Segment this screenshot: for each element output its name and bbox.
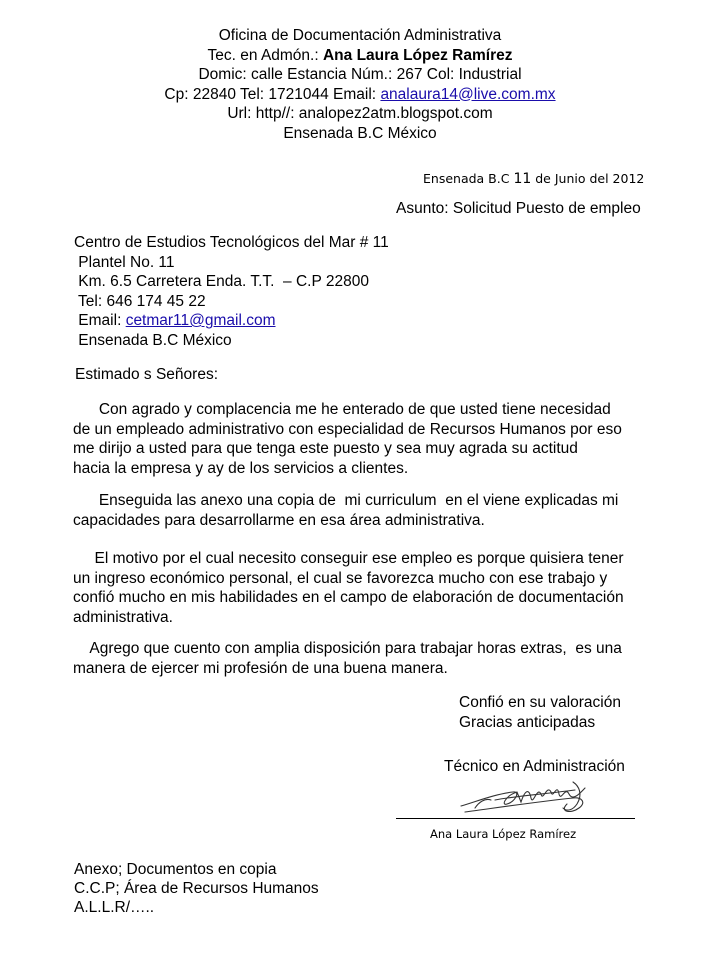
letterhead-city: Ensenada B.C México <box>283 124 437 142</box>
closing-line-1: Confió en su valoración <box>459 694 621 711</box>
letterhead-contact: Cp: 22840 Tel: 1721044 Email: analaura14@live.com.mx <box>164 85 556 103</box>
letter-date: Ensenada B.C 11 de Junio del 2012 <box>423 171 645 187</box>
signer-name: Ana Laura López Ramírez <box>430 827 577 841</box>
letterhead-email-link[interactable]: analaura14@live.com.mx <box>380 85 556 103</box>
closing-line-2: Gracias anticipadas <box>459 713 596 731</box>
letterhead-name: Ana Laura López Ramírez <box>322 46 513 64</box>
letterhead-technician: Tec. en Admón.: Ana Laura López Ramírez <box>207 46 513 64</box>
subject-line: Asunto: Solicitud Puesto de empleo <box>396 200 641 217</box>
greeting: Estimado s Señores: <box>75 366 219 383</box>
signature-line <box>396 818 635 819</box>
body-paragraph-3: El motivo por el cual necesito conseguir ese empleo es porque quisiera tener un ingreso económico personal, el cual se favorezca mucho con ese trabajo y confió mucho en mis habilidades en el campo de elaboración de documentación administrativa. <box>73 550 624 626</box>
recipient-email-link[interactable]: cetmar11@gmail.com <box>125 312 276 329</box>
body-paragraph-2: Enseguida las anexo una copia de mi curriculum en el viene explicadas mi capacidades para desarrollarme en esa área administrativa. <box>73 492 619 529</box>
recipient-city: Ensenada B.C México <box>74 331 232 349</box>
footer-annex: Anexo; Documentos en copia <box>74 861 277 878</box>
letterhead <box>0 26 720 143</box>
letterhead-office: Oficina de Documentación Administrativa <box>218 27 502 44</box>
recipient-email: Email: cetmar11@gmail.com <box>74 312 276 329</box>
recipient-address: Km. 6.5 Carretera Enda. T.T. – C.P 22800 <box>74 273 369 290</box>
recipient-block <box>74 233 389 350</box>
letterhead-url: Url: http//: analopez2atm.blogspot.com <box>227 105 493 122</box>
letterhead-address: Domic: calle Estancia Núm.: 267 Col: Industrial <box>198 66 522 83</box>
body-paragraph-1: Con agrado y complacencia me he enterado de que usted tiene necesidad de un empleado administrativo con especialidad de Recursos Humanos por eso me dirijo a usted para que tenga este puesto y sea muy agrada su actitud hacia la empresa y ay de los servicios a clientes. <box>73 401 622 477</box>
recipient-institution: Centro de Estudios Tecnológicos del Mar # 11 <box>74 234 389 251</box>
closing-block <box>459 693 621 732</box>
signer-title: Técnico en Administración <box>444 758 625 775</box>
recipient-phone: Tel: 646 174 45 22 <box>74 292 206 310</box>
footer-ccp: C.C.P; Área de Recursos Humanos <box>74 880 319 897</box>
body-paragraph-4: Agrego que cuento con amplia disposición para trabajar horas extras, es una manera de ejercer mi profesión de una buena manera. <box>73 640 622 677</box>
recipient-campus: Plantel No. 11 <box>74 253 175 271</box>
footer-block <box>74 860 319 917</box>
handwritten-signature <box>455 772 595 822</box>
footer-initials: A.L.L.R/….. <box>74 899 155 916</box>
